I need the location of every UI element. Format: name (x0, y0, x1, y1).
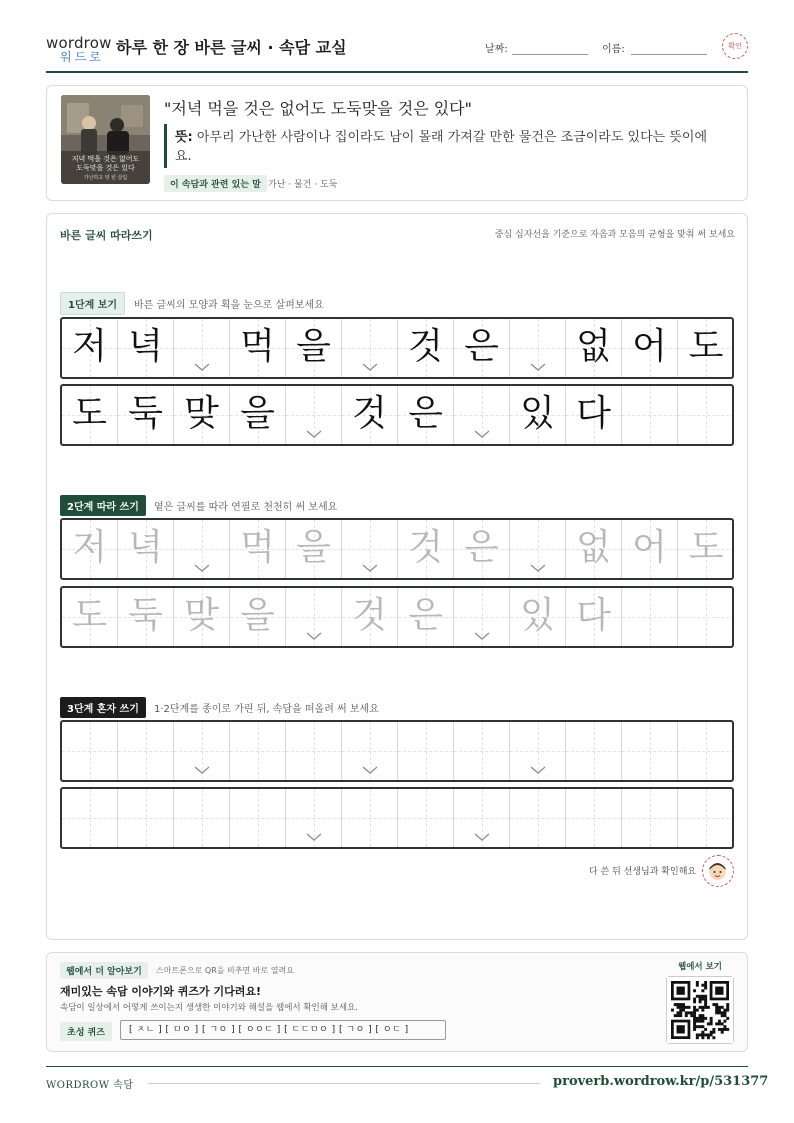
grid-character: 저 (72, 527, 107, 568)
footer-rule (148, 1083, 540, 1084)
grid-guide-horizontal (286, 617, 341, 618)
step1-row-1 (60, 317, 734, 379)
grid-cell[interactable] (230, 588, 286, 646)
grid-guide-horizontal (454, 415, 509, 416)
grid-cell[interactable] (622, 722, 678, 780)
grid-cell[interactable] (230, 722, 286, 780)
grid-guide-horizontal (510, 751, 565, 752)
space-mark-icon (362, 766, 378, 774)
grid-character: 것 (352, 595, 387, 636)
grid-character: 을 (296, 326, 331, 367)
grid-guide-horizontal (62, 818, 117, 819)
grid-guide-horizontal (174, 751, 229, 752)
grid-character: 도 (688, 527, 724, 568)
grid-character: 둑 (128, 595, 163, 636)
grid-guide-horizontal (342, 348, 397, 349)
grid-cell[interactable] (118, 789, 174, 847)
grid-character: 것 (352, 393, 387, 434)
grid-cell[interactable] (230, 520, 286, 578)
grid-cell[interactable] (566, 588, 622, 646)
grid-cell[interactable] (454, 789, 510, 847)
grid-character: 도 (688, 326, 724, 367)
grid-character: 다 (576, 595, 611, 636)
grid-character: 도 (72, 393, 107, 434)
grid-cell[interactable] (454, 588, 510, 646)
grid-cell[interactable] (678, 520, 734, 578)
grid-character: 은 (464, 527, 499, 568)
grid-cell[interactable] (678, 789, 734, 847)
grid-cell (510, 386, 566, 444)
grid-cell[interactable] (622, 789, 678, 847)
related-words-tag: 이 속담과 관련 있는 말 (164, 175, 267, 192)
grid-cell (118, 386, 174, 444)
grid-cell[interactable] (118, 520, 174, 578)
grid-cell[interactable] (398, 789, 454, 847)
space-mark-icon (194, 564, 210, 572)
grid-cell[interactable] (286, 520, 342, 578)
grid-guide-horizontal (622, 617, 677, 618)
meaning-label: 뜻: (175, 130, 193, 145)
grid-cell (398, 386, 454, 444)
step2-description: 옅은 글씨를 따라 연필로 천천히 써 보세요 (154, 502, 338, 513)
grid-character: 은 (408, 595, 443, 636)
space-mark-icon (474, 632, 490, 640)
grid-cell (230, 386, 286, 444)
grid-cell[interactable] (286, 588, 342, 646)
grid-cell[interactable] (678, 588, 734, 646)
grid-character: 저 (72, 326, 107, 367)
grid-guide-horizontal (342, 549, 397, 550)
grid-cell[interactable] (342, 520, 398, 578)
grid-cell (678, 386, 734, 444)
step3-row-1[interactable] (60, 720, 734, 782)
grid-cell (342, 386, 398, 444)
space-mark-icon (306, 430, 322, 438)
meaning-accent-bar (164, 124, 167, 168)
proverb-text: "저녁 먹을 것은 없어도 도둑맞을 것은 있다" (164, 99, 472, 118)
grid-cell[interactable] (342, 789, 398, 847)
header-divider (46, 71, 748, 73)
grid-guide-horizontal (566, 818, 621, 819)
grid-guide-horizontal (678, 818, 734, 819)
logo-wordmark: wordrow (46, 34, 112, 52)
grid-cell[interactable] (342, 722, 398, 780)
grid-cell (678, 319, 734, 377)
footer-divider (46, 1066, 748, 1067)
space-mark-icon (362, 564, 378, 572)
grid-guide-horizontal (398, 751, 453, 752)
grid-cell[interactable] (118, 588, 174, 646)
grid-character: 어 (632, 326, 667, 367)
grid-cell[interactable] (622, 520, 678, 578)
grid-guide-horizontal (342, 751, 397, 752)
footer-brand: WORDROW 속담 (46, 1080, 134, 1091)
web-view-label: 웹에서 보기 (678, 962, 723, 972)
logo-korean: 워드로 (60, 50, 104, 64)
web-qr-hint: 스마트폰으로 QR을 비추면 바로 열려요 (156, 966, 294, 975)
step1-row-2 (60, 384, 734, 446)
grid-guide-horizontal (622, 818, 677, 819)
grid-guide-horizontal (118, 818, 173, 819)
footer-url-link[interactable]: proverb.wordrow.kr/p/531377 (553, 1074, 769, 1089)
grid-guide-horizontal (678, 415, 734, 416)
grid-cell[interactable] (174, 520, 230, 578)
grid-character: 것 (408, 527, 443, 568)
grid-guide-horizontal (678, 617, 734, 618)
grid-cell[interactable] (566, 722, 622, 780)
date-label: 날짜: (485, 44, 508, 55)
grid-guide-horizontal (230, 751, 285, 752)
name-field[interactable] (631, 54, 707, 55)
grid-character: 어 (632, 527, 667, 568)
grid-cell[interactable] (174, 722, 230, 780)
web-card-title: 재미있는 속담 이야기와 퀴즈가 기다려요! (60, 985, 261, 998)
grid-guide-horizontal (622, 415, 677, 416)
grid-cell[interactable] (454, 520, 510, 578)
grid-guide-horizontal (510, 348, 565, 349)
grid-cell (622, 386, 678, 444)
grid-guide-horizontal (286, 751, 341, 752)
related-words: 가난 · 물건 · 도둑 (268, 180, 338, 190)
teacher-face-icon (702, 855, 734, 887)
space-mark-icon (194, 766, 210, 774)
grid-character: 있 (520, 393, 555, 434)
grid-cell[interactable] (174, 588, 230, 646)
grid-character: 먹 (240, 326, 275, 367)
practice-section-title: 바른 글씨 따라쓰기 (60, 229, 153, 242)
grid-cell (286, 319, 342, 377)
grid-cell (454, 319, 510, 377)
grid-cell[interactable] (566, 789, 622, 847)
meaning-block (175, 128, 723, 166)
name-label: 이름: (602, 44, 625, 55)
grid-character: 을 (240, 595, 275, 636)
grid-cell[interactable] (174, 789, 230, 847)
grid-guide-horizontal (118, 751, 173, 752)
grid-character: 을 (240, 393, 275, 434)
grid-character: 없 (576, 326, 611, 367)
grid-cell[interactable] (622, 588, 678, 646)
grid-cell (230, 319, 286, 377)
initials-quiz-box: [ ㅈㄴ ] [ ㅁㅇ ] [ ㄱㅇ ] [ ㅇㅇㄷ ] [ ㄷㄷㅁㅇ ] [ ㄱㅇ ] [ ㅇㄷ ] (120, 1020, 446, 1040)
step3-row-2[interactable] (60, 787, 734, 849)
space-mark-icon (530, 363, 546, 371)
grid-guide-horizontal (342, 818, 397, 819)
grid-character: 녁 (128, 527, 163, 568)
grid-cell[interactable] (118, 722, 174, 780)
grid-character: 둑 (128, 393, 163, 434)
grid-cell[interactable] (398, 520, 454, 578)
grid-cell[interactable] (342, 588, 398, 646)
grid-cell[interactable] (398, 588, 454, 646)
qr-code-icon (667, 977, 733, 1043)
grid-character: 도 (72, 595, 107, 636)
grid-guide-horizontal (174, 348, 229, 349)
space-mark-icon (306, 833, 322, 841)
page-title: 하루 한 장 바른 글씨 · 속담 교실 (116, 38, 347, 57)
step2-row-2[interactable] (60, 586, 734, 648)
step3-description: 1·2단계를 종이로 가린 뒤, 속담을 떠올려 써 보세요 (154, 704, 379, 715)
grid-cell[interactable] (62, 588, 118, 646)
grid-guide-horizontal (566, 751, 621, 752)
grid-character: 다 (576, 393, 611, 434)
grid-character: 먹 (240, 527, 275, 568)
grid-cell (286, 386, 342, 444)
grid-cell (174, 386, 230, 444)
grid-guide-horizontal (510, 549, 565, 550)
space-mark-icon (474, 833, 490, 841)
space-mark-icon (194, 363, 210, 371)
space-mark-icon (530, 766, 546, 774)
grid-cell[interactable] (510, 789, 566, 847)
grid-cell[interactable] (286, 789, 342, 847)
grid-guide-horizontal (622, 751, 677, 752)
web-card-description: 속담이 일상에서 어떻게 쓰이는지 생생한 이야기와 해설을 웹에서 확인해 보세요. (60, 1003, 358, 1013)
grid-cell[interactable] (286, 722, 342, 780)
step1-description: 바른 글씨의 모양과 획을 눈으로 살펴보세요 (134, 300, 324, 311)
grid-cell[interactable] (230, 789, 286, 847)
grid-cell[interactable] (510, 722, 566, 780)
grid-guide-horizontal (454, 818, 509, 819)
space-mark-icon (474, 430, 490, 438)
initials-quiz-tag: 초성 퀴즈 (60, 1022, 112, 1041)
grid-character: 있 (520, 595, 555, 636)
grid-character: 을 (296, 527, 331, 568)
thumbnail-caption: 저녁 먹을 것은 없어도 도둑맞을 것은 있다 (71, 155, 140, 172)
grid-guide-horizontal (454, 751, 509, 752)
grid-character: 은 (464, 326, 499, 367)
grid-cell (622, 319, 678, 377)
step2-row-1[interactable] (60, 518, 734, 580)
grid-guide-horizontal (174, 818, 229, 819)
grid-cell[interactable] (62, 789, 118, 847)
web-more-tag: 웹에서 더 알아보기 (60, 962, 148, 979)
grid-cell (398, 319, 454, 377)
space-mark-icon (306, 632, 322, 640)
grid-guide-horizontal (230, 818, 285, 819)
grid-cell[interactable] (510, 520, 566, 578)
grid-guide-horizontal (286, 415, 341, 416)
grid-character: 것 (408, 326, 443, 367)
grid-character: 녁 (128, 326, 163, 367)
grid-guide-horizontal (286, 818, 341, 819)
grid-character: 맞 (184, 595, 219, 636)
qr-code[interactable] (666, 976, 734, 1044)
grid-cell (174, 319, 230, 377)
grid-cell[interactable] (566, 520, 622, 578)
grid-cell (566, 319, 622, 377)
grid-guide-horizontal (510, 818, 565, 819)
grid-cell (566, 386, 622, 444)
step1-tag: 1단계 보기 (60, 292, 125, 315)
grid-cell[interactable] (398, 722, 454, 780)
date-field[interactable] (512, 54, 588, 55)
step2-tag: 2단계 따라 쓰기 (60, 495, 146, 516)
grid-cell (510, 319, 566, 377)
grid-cell[interactable] (510, 588, 566, 646)
teacher-check-note: 다 쓴 뒤 선생님과 확인해요 (589, 867, 697, 877)
grid-guide-horizontal (454, 617, 509, 618)
thumbnail-subcaption: 가난하고 텅 빈 살림 (83, 175, 128, 181)
space-mark-icon (362, 363, 378, 371)
grid-cell (342, 319, 398, 377)
grid-cell (118, 319, 174, 377)
grid-cell[interactable] (62, 722, 118, 780)
grid-cell[interactable] (454, 722, 510, 780)
practice-section-hint: 중심 십자선을 기준으로 자음과 모음의 균형을 맞춰 써 보세요 (494, 230, 735, 240)
grid-character: 은 (408, 393, 443, 434)
grid-guide-horizontal (678, 751, 734, 752)
grid-character: 없 (576, 527, 611, 568)
meaning-text: 아무리 가난한 사람이나 집이라도 남이 몰래 가져갈 만한 물건은 조금이라도 있다는 뜻이에요. (175, 130, 708, 164)
check-stamp: 확인 (722, 33, 748, 59)
grid-guide-horizontal (398, 818, 453, 819)
grid-cell (62, 386, 118, 444)
grid-cell (62, 319, 118, 377)
grid-cell (454, 386, 510, 444)
grid-guide-horizontal (174, 549, 229, 550)
grid-guide-horizontal (62, 751, 117, 752)
space-mark-icon (530, 564, 546, 572)
grid-cell[interactable] (62, 520, 118, 578)
grid-character: 맞 (184, 393, 219, 434)
grid-cell[interactable] (678, 722, 734, 780)
wordrow-logo (46, 34, 112, 64)
step3-tag: 3단계 혼자 쓰기 (60, 697, 146, 718)
proverb-thumbnail (61, 95, 150, 184)
